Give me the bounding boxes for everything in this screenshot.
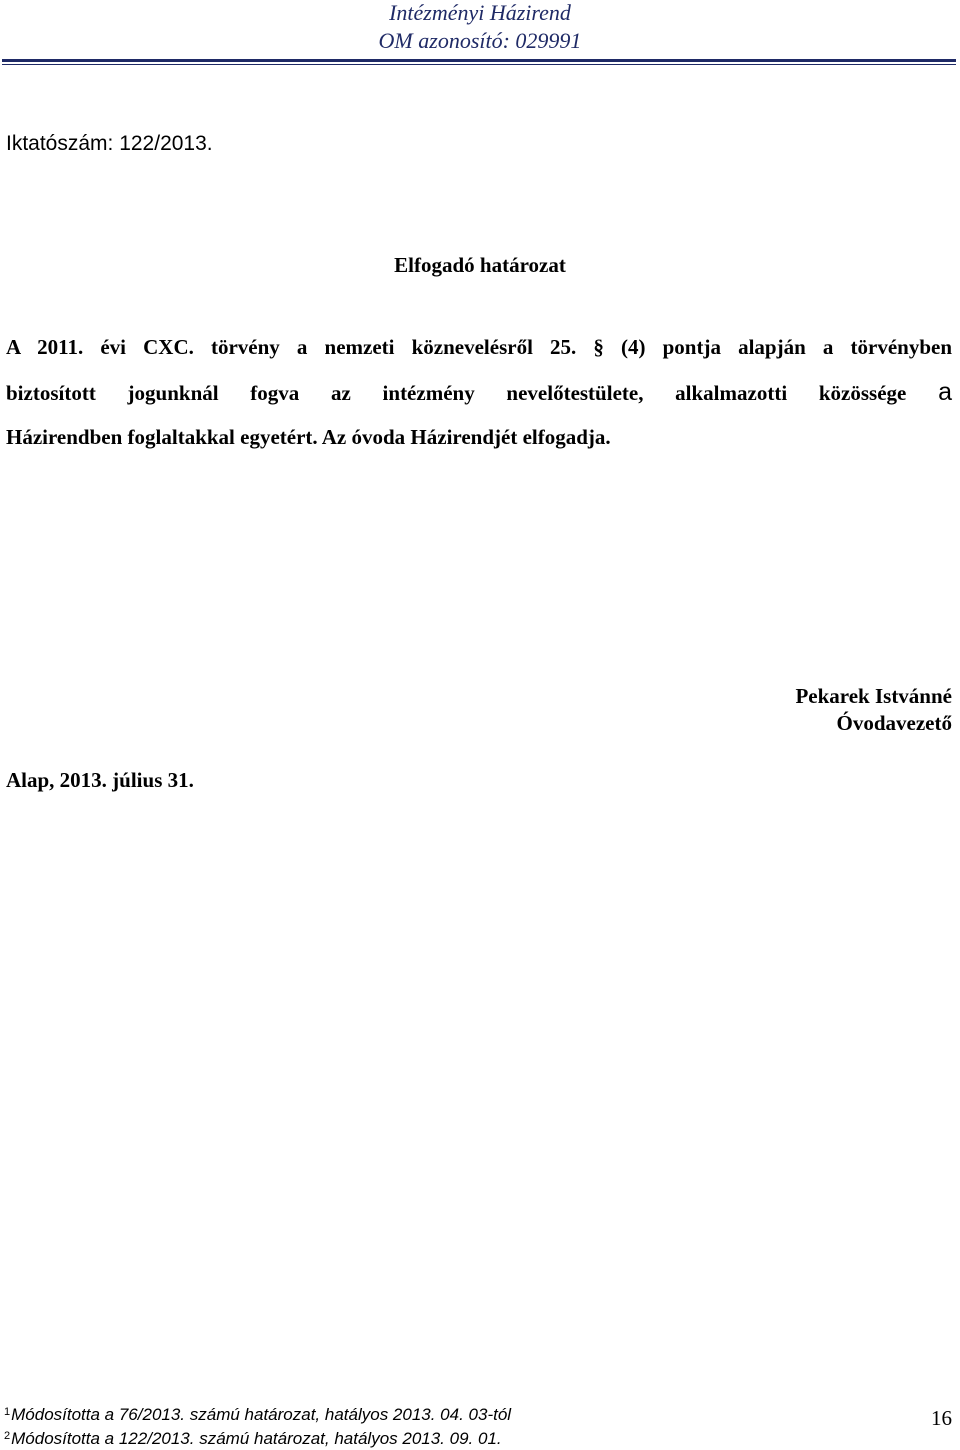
footnote-1-mark: 1 [4, 1406, 11, 1418]
paragraph-line-3: Házirendben foglaltakkal egyetért. Az óvoda Házirendjét elfogadja. [6, 425, 611, 449]
place-and-date: Alap, 2013. július 31. [6, 768, 194, 792]
footnote-1 [4, 1405, 511, 1425]
reference-number: Iktatószám: 122/2013. [6, 132, 213, 155]
signatory-name: Pekarek Istvánné [795, 684, 952, 708]
header-rule-thin [2, 64, 956, 65]
paragraph-line-1: A 2011. évi CXC. törvény a nemzeti köznevelésről 25. § (4) pontja alapján a törvényben [6, 335, 952, 359]
signatory-title: Óvodavezető [836, 711, 952, 735]
footnote-2 [4, 1429, 502, 1449]
footnote-2-mark: 2 [4, 1430, 11, 1442]
footnote-2-text: Módosította a 122/2013. számú határozat, hatályos 2013. 09. 01. [11, 1429, 502, 1448]
paragraph-line-2 [6, 379, 952, 407]
header-rule-thick [2, 59, 956, 62]
paragraph-line-2-end: a [938, 378, 953, 406]
footnote-1-text: Módosította a 76/2013. számú határozat, hatályos 2013. 04. 03-tól [11, 1405, 512, 1424]
header-title: Intézményi Házirend [389, 0, 571, 25]
header-om-id: OM azonosító: 029991 [378, 28, 582, 53]
decision-title: Elfogadó határozat [394, 253, 566, 277]
paragraph-line-2-text: biztosított jogunknál fogva az intézmény nevelőtestülete, alkalmazotti közössége [6, 381, 907, 405]
page-number: 16 [931, 1406, 952, 1430]
